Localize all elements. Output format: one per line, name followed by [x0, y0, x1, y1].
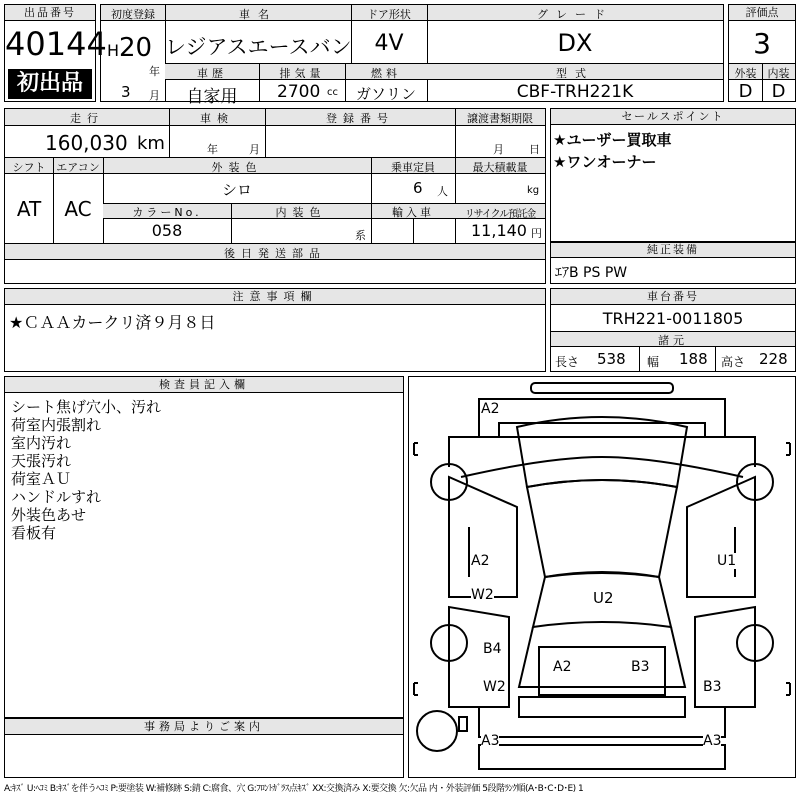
exterior-label: 外装色	[211, 161, 263, 174]
notes-label: 注意事項欄	[5, 289, 545, 305]
damage-code: A2	[481, 401, 500, 417]
transfer-day-unit: 日	[529, 143, 540, 156]
inspector-line: シート焦げ穴小、汚れ	[11, 398, 162, 416]
length-value: 538	[597, 350, 626, 368]
car-name-label: 車名	[239, 8, 277, 21]
interior-label: 内装色	[275, 206, 327, 219]
model-code-label: 型式	[556, 67, 594, 80]
door-label: ドア形状	[367, 8, 411, 21]
import-label: 輸入車	[392, 206, 434, 219]
damage-code: A3	[481, 733, 500, 749]
year-unit: 年	[149, 65, 160, 78]
notes-box	[4, 288, 546, 372]
damage-code: A3	[703, 733, 722, 749]
inspector-box	[4, 376, 404, 718]
exterior-value: シロ	[221, 181, 252, 199]
era: H	[107, 41, 120, 60]
legend: A:ｷｽﾞ U:ﾍｺﾐ B:ｷｽﾞを伴うﾍｺﾐ P:要塗装 W:補修跡 S:錆 C:腐食、穴 G:ﾌﾛﾝﾄｶﾞﾗｽ点ｷｽﾞ XX:交換済み X:要交換 欠:欠品 内・外装評価 5段階ﾗﾝｸ順(A･B･C･D･E) 1	[4, 784, 584, 794]
car-name-value: レジアスエースバン	[165, 35, 352, 59]
aircon-label: エアコン	[56, 161, 100, 174]
dims-label: 諸元	[658, 334, 688, 347]
damage-code: B4	[483, 641, 502, 657]
aircon-value: AC	[64, 197, 92, 221]
length-label: 長さ	[555, 355, 580, 369]
damage-code: U1	[717, 553, 737, 569]
grade-label: グレード	[537, 8, 613, 21]
damage-code: W2	[471, 587, 494, 603]
office-label: 事務局よりご案内	[5, 719, 403, 735]
chassis-box	[550, 288, 796, 372]
inspection-label: 車検	[200, 112, 234, 125]
damage-code: A2	[471, 553, 490, 569]
history-value: 自家用	[186, 87, 238, 107]
inspector-line: 看板有	[11, 524, 57, 542]
fuel-label: 燃料	[371, 67, 401, 80]
capacity-unit: 人	[437, 185, 448, 198]
recycle-value: 11,140	[471, 221, 527, 240]
lot-label: 出品番号	[5, 5, 95, 21]
later-parts-label: 後日発送部品	[224, 247, 326, 260]
inspector-line: 荷室内張割れ	[11, 416, 102, 434]
int-score: D	[771, 81, 786, 102]
selling-point-2: ★ワンオーナー	[553, 153, 657, 171]
max-load-label: 最大積載量	[472, 161, 528, 174]
max-load-unit: kg	[527, 185, 540, 196]
chassis-label: 車台番号	[551, 289, 795, 305]
displacement-unit: cc	[327, 87, 338, 98]
score-label: 評価点	[729, 5, 795, 21]
inspection-year-unit: 年	[207, 143, 218, 156]
int-label: 内装	[767, 67, 790, 80]
lot-number: 40144	[5, 25, 107, 63]
recycle-unit: 円	[531, 227, 542, 240]
selling-point-1: ★ユーザー買取車	[553, 131, 672, 149]
mileage-label: 走行	[70, 112, 104, 125]
inspection-month-unit: 月	[249, 143, 260, 156]
inspector-line: 外装色あせ	[11, 506, 87, 524]
first-listing-badge: 初出品	[8, 69, 92, 99]
height-label: 高さ	[721, 355, 746, 369]
capacity-value: 6	[413, 179, 423, 197]
damage-code: A2	[553, 659, 572, 675]
lot-box	[4, 4, 107, 102]
interior-unit: 系	[355, 229, 366, 242]
transfer-month-unit: 月	[493, 143, 504, 156]
inspector-line: 荷室ＡＵ	[11, 470, 72, 488]
equipment-value: ｴｱB PS PW	[555, 265, 628, 281]
damage-code: B3	[703, 679, 722, 695]
shift-value: AT	[16, 197, 42, 221]
top-info-box	[100, 4, 724, 107]
first-reg-label: 初度登録	[111, 8, 155, 21]
inspector-label: 検査員記入欄	[5, 377, 403, 393]
score-value: 3	[753, 27, 771, 60]
height-value: 228	[759, 350, 788, 368]
ext-score: D	[738, 81, 753, 102]
mileage-unit: km	[137, 133, 165, 154]
width-label: 幅	[647, 355, 660, 369]
equipment-box	[550, 242, 796, 284]
ext-label: 外装	[734, 67, 757, 80]
inspector-line: 天張汚れ	[11, 452, 72, 470]
inspector-line: ハンドルすれ	[11, 488, 102, 506]
model-code-value: CBF-TRH221K	[516, 82, 634, 102]
displacement-value: 2700	[277, 82, 321, 102]
chassis-value: TRH221-0011805	[602, 309, 744, 328]
history-label: 車歴	[197, 67, 227, 80]
color-no-label: カラーNo.	[132, 206, 202, 219]
door-value: 4V	[374, 31, 404, 56]
equipment-label: 純正装備	[551, 243, 795, 258]
width-value: 188	[679, 350, 708, 368]
damage-code: B3	[631, 659, 650, 675]
office-box	[4, 718, 404, 778]
fuel-value: ガソリン	[355, 85, 416, 103]
selling-points-box	[550, 108, 796, 242]
mileage-value: 160,030	[45, 131, 128, 155]
shift-label: シフト	[12, 161, 46, 174]
details-box	[4, 108, 546, 284]
selling-label: セールスポイント	[551, 109, 795, 125]
grade-value: DX	[557, 29, 593, 57]
displacement-label: 排気量	[279, 67, 325, 80]
registration-label: 登録番号	[326, 112, 394, 125]
color-no-value: 058	[151, 221, 183, 240]
damage-code: W2	[483, 679, 506, 695]
first-reg-year: 20	[119, 33, 153, 63]
inspector-line: 室内汚れ	[11, 434, 72, 452]
notes-value: ★ＣＡＡカークリ済９月８日	[9, 313, 216, 332]
recycle-label: リサイクル預託金	[464, 209, 536, 220]
first-reg-month: 3	[121, 83, 131, 101]
damage-diagram-box	[408, 376, 796, 778]
month-unit: 月	[149, 89, 160, 102]
damage-code: U2	[593, 589, 614, 607]
score-box	[728, 4, 796, 102]
capacity-label: 乗車定員	[391, 161, 435, 174]
car-diagram	[409, 377, 795, 777]
transfer-label: 譲渡書類期限	[467, 112, 533, 125]
